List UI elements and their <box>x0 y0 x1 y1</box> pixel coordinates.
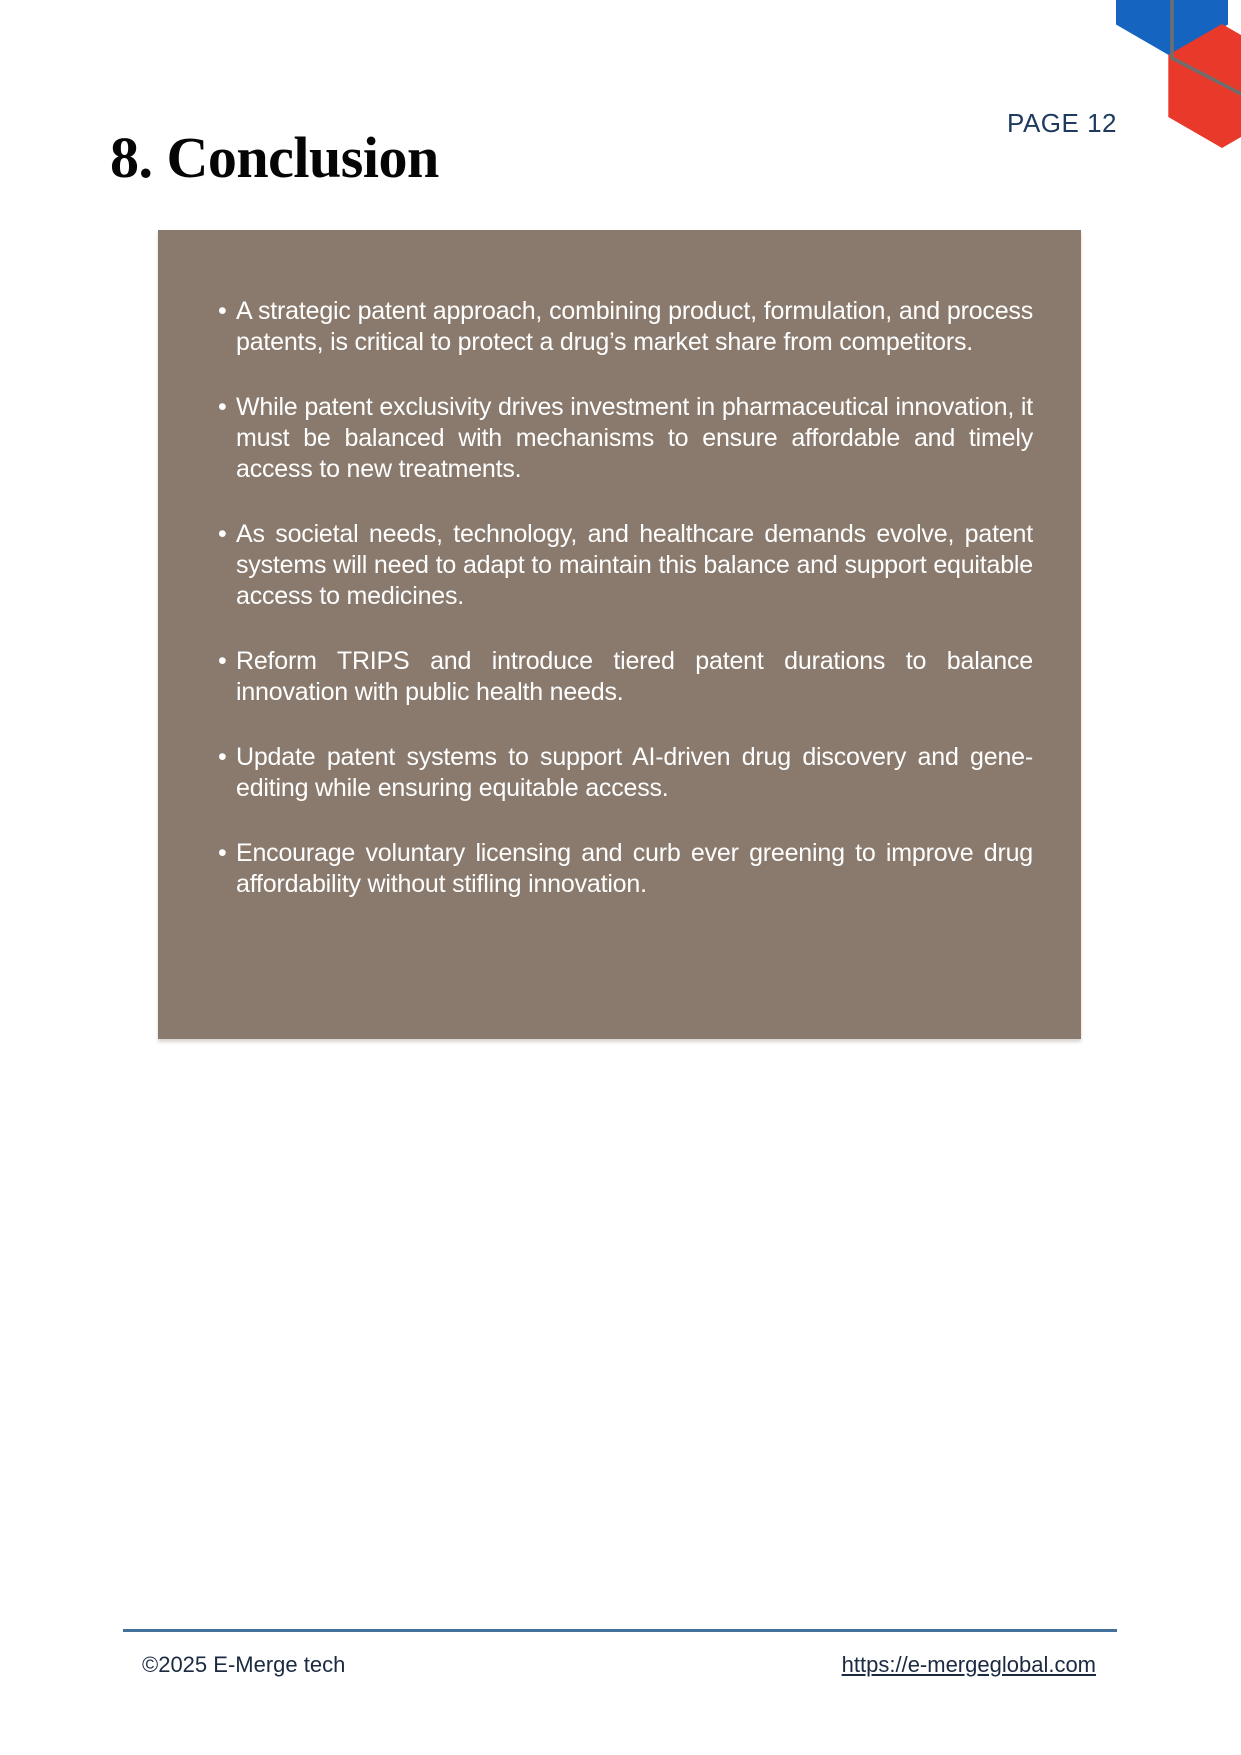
page-title: 8. Conclusion <box>110 125 439 190</box>
bullet-item: • While patent exclusivity drives investment in pharmaceutical innovation, it must be balanced with mechanisms to ensure affordable and timely access to new treatments. <box>218 392 1033 485</box>
bullet-item: • Reform TRIPS and introduce tiered patent durations to balance innovation with public health needs. <box>218 646 1033 708</box>
copyright-text: ©2025 E-Merge tech <box>142 1652 346 1677</box>
bullet-list <box>158 230 1081 900</box>
footer-divider <box>123 1629 1117 1632</box>
footer-link[interactable]: https://e-mergeglobal.com <box>841 1652 1096 1677</box>
conclusion-panel <box>158 230 1081 1039</box>
bullet-item: • Encourage voluntary licensing and curb ever greening to improve drug affordability without stifling innovation. <box>218 838 1033 900</box>
page-number: PAGE 12 <box>1007 108 1117 138</box>
bullet-item: • A strategic patent approach, combining product, formulation, and process patents, is critical to protect a drug’s market share from competitors. <box>218 296 1033 358</box>
bullet-item: • Update patent systems to support AI-driven drug discovery and gene-editing while ensuring equitable access. <box>218 742 1033 804</box>
bullet-item: • As societal needs, technology, and healthcare demands evolve, patent systems will need to adapt to maintain this balance and support equitable access to medicines. <box>218 519 1033 612</box>
